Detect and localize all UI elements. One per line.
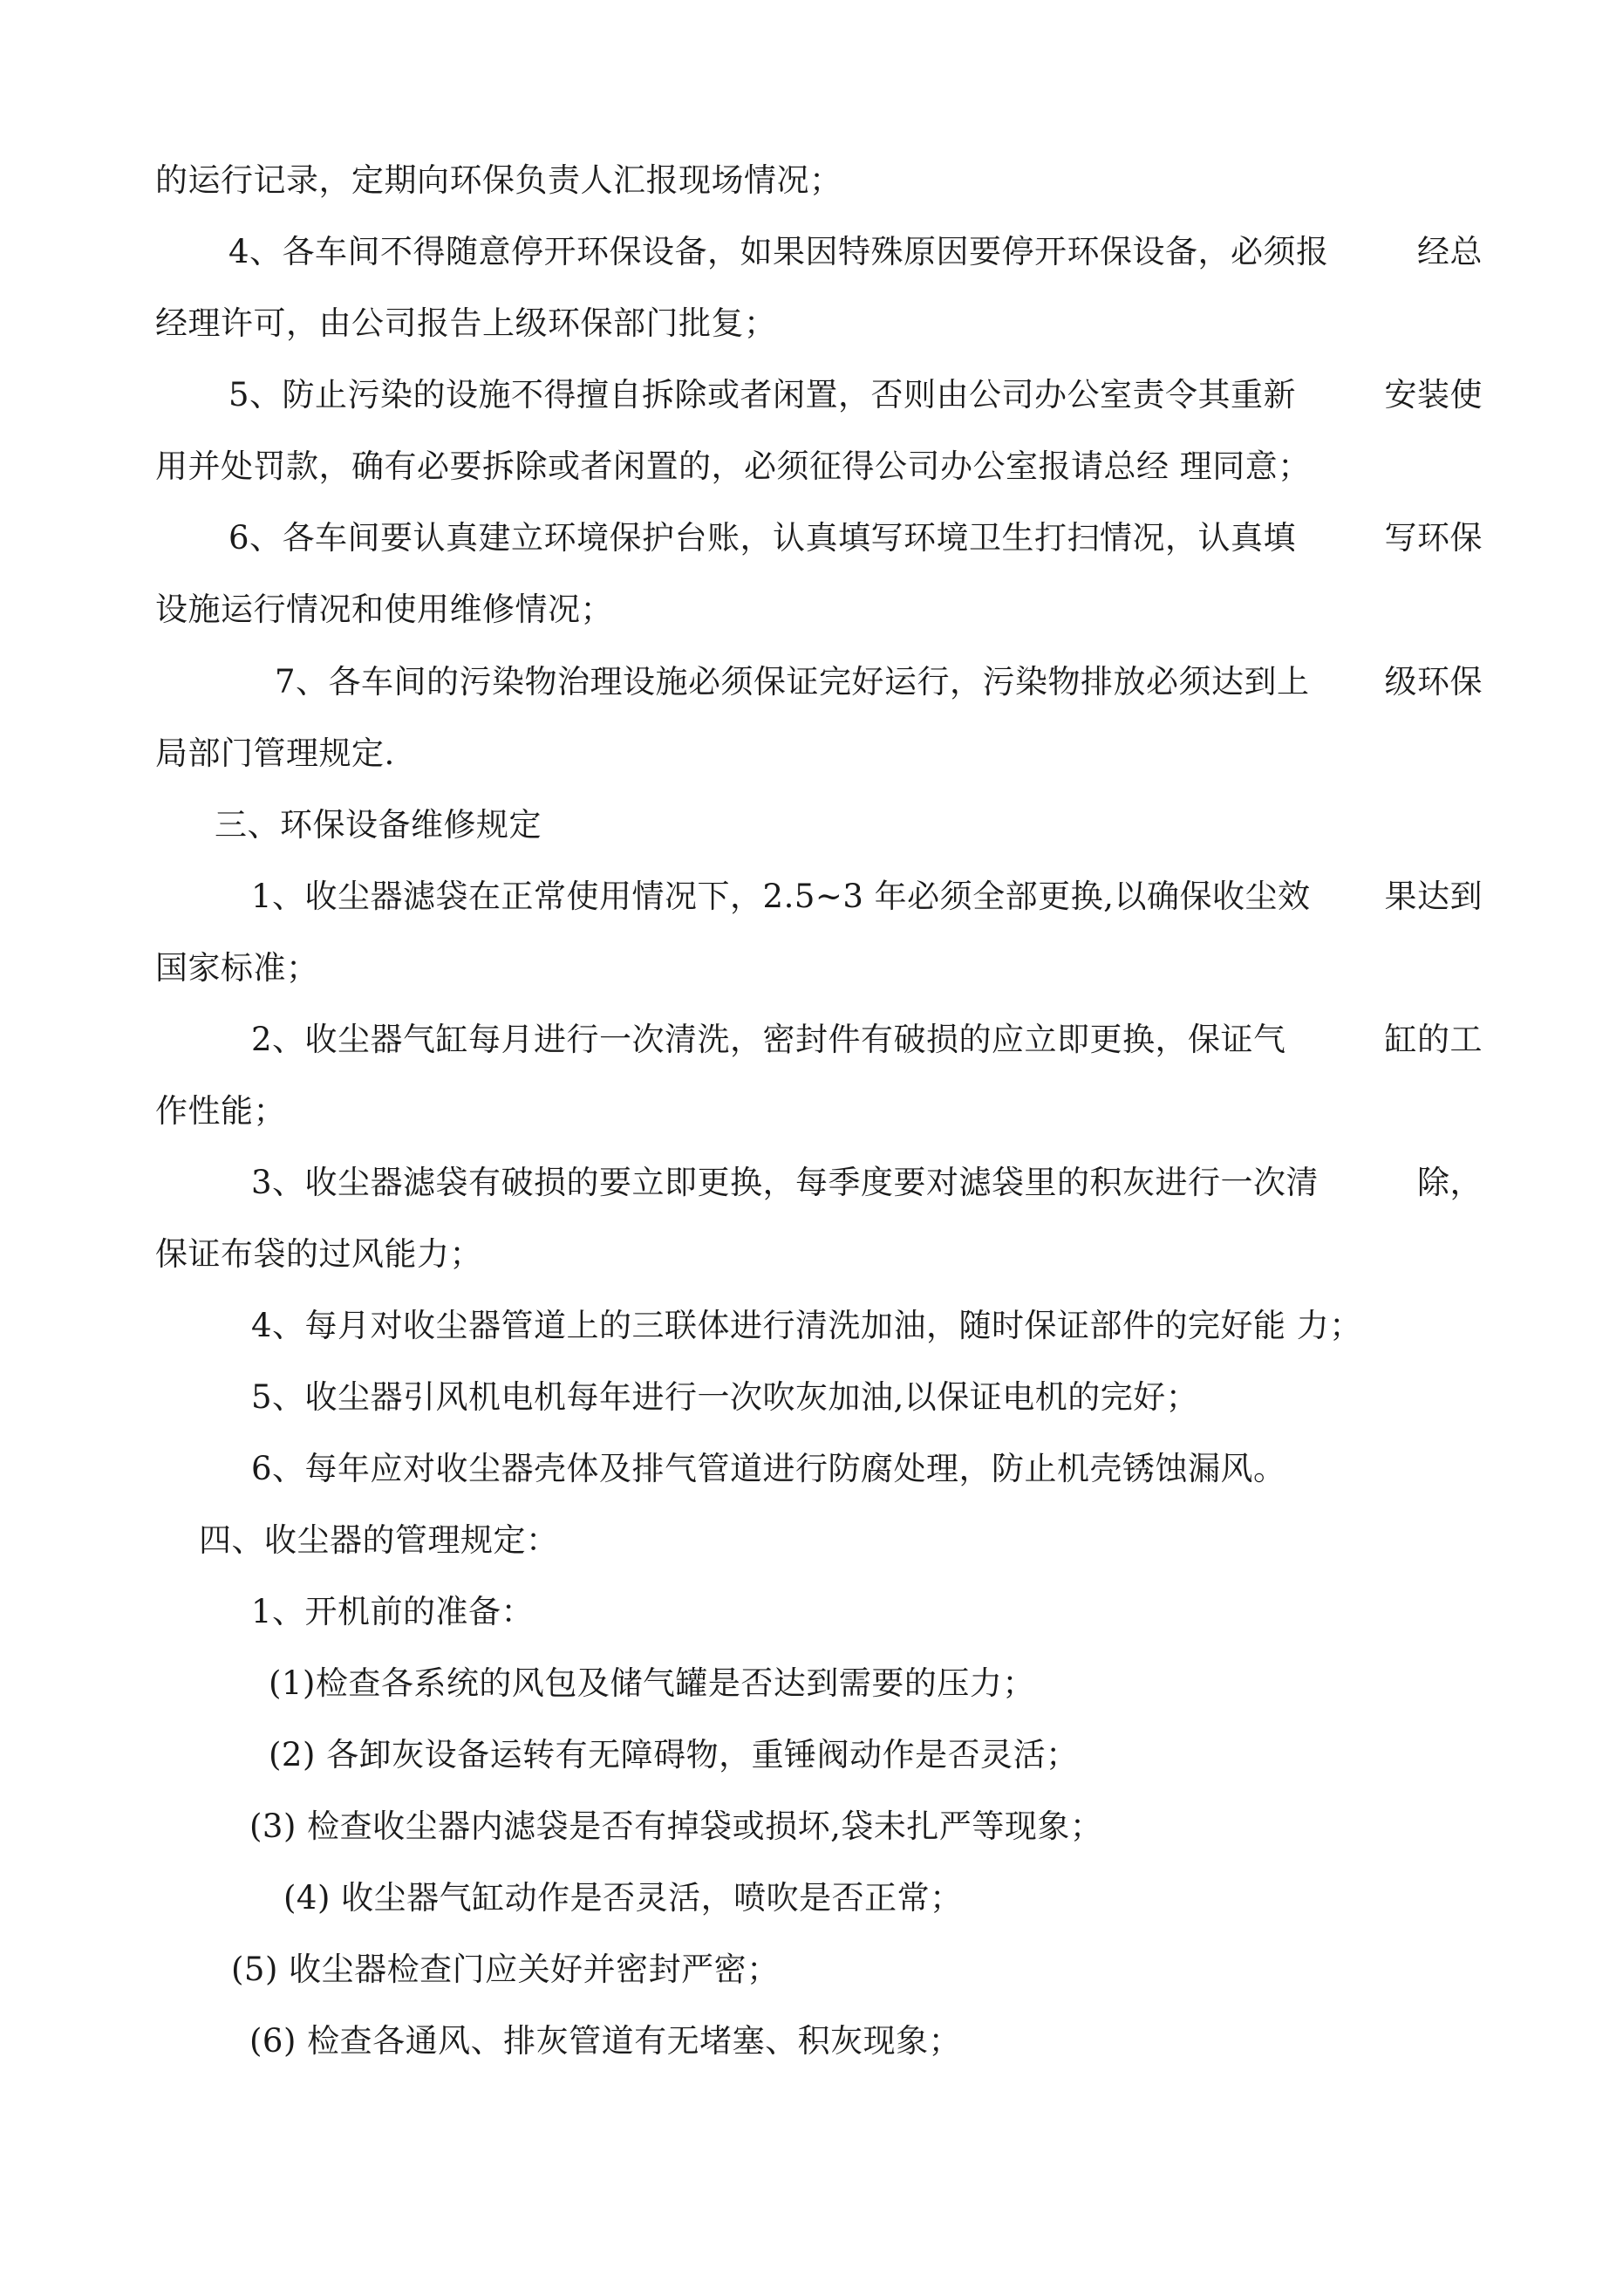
text-line-2 (228, 226, 1483, 278)
text-line-22: (1)检查各系统的风包及储气罐是否达到需要的压力； (269, 1664, 1035, 1702)
text-line-6 (228, 512, 1483, 564)
text-line-25: (4) 收尘器气缸动作是否灵活，喷吹是否正常； (283, 1879, 963, 1917)
text-line-26: (5) 收尘器检查门应关好并密封严密； (231, 1951, 780, 1988)
text-line-11-b: 果达到 (1384, 878, 1483, 915)
text-line-11-a: 1、收尘器滤袋在正常使用情况下，2.5~3 年必须全部更换,以确保收尘效 (251, 878, 1311, 915)
text-line-4-b: 安装使 (1384, 376, 1483, 413)
text-line-24: (3) 检查收尘器内滤袋是否有掉袋或损坏,袋未扎严等现象； (249, 1807, 1103, 1845)
text-line-6-b: 写环保 (1384, 519, 1483, 557)
text-line-21: 1、开机前的准备： (251, 1593, 535, 1630)
text-line-18: 5、收尘器引风机电机每年进行一次吹灰加油,以保证电机的完好； (251, 1378, 1199, 1416)
text-line-1: 的运行记录，定期向环保负责人汇报现场情况； (155, 161, 842, 199)
text-line-15-a: 3、收尘器滤袋有破损的要立即更换，每季度要对滤袋里的积灰进行一次清 (251, 1164, 1320, 1201)
text-line-13 (251, 1014, 1483, 1066)
text-line-2-a: 4、各车间不得随意停开环保设备，如果因特殊原因要停开环保设备，必须报 (228, 233, 1329, 270)
text-line-13-b: 缸的工 (1384, 1021, 1483, 1058)
text-line-23: (2) 各卸灰设备运转有无障碍物，重锤阀动作是否灵活； (269, 1736, 1079, 1773)
text-line-2-b: 经总 (1417, 233, 1483, 270)
text-line-11 (251, 871, 1483, 923)
text-line-9: 局部门管理规定. (155, 735, 395, 772)
text-line-8 (275, 656, 1483, 708)
text-line-27: (6) 检查各通风、排灰管道有无堵塞、积灰现象； (249, 2022, 962, 2060)
text-line-3: 经理许可，由公司报告上级环保部门批复； (155, 304, 777, 342)
text-line-5: 用并处罚款，确有必要拆除或者闲置的，必须征得公司办公室报请总经 理同意； (155, 448, 1311, 485)
text-line-8-a: 7、各车间的污染物治理设施必须保证完好运行，污染物排放必须达到上 (275, 663, 1310, 700)
text-line-17: 4、每月对收尘器管道上的三联体进行清洗加油，随时保证部件的完好能 力； (251, 1307, 1362, 1344)
text-line-8-b: 级环保 (1384, 663, 1483, 700)
text-line-7: 设施运行情况和使用维修情况； (155, 591, 613, 628)
text-line-6-a: 6、各车间要认真建立环境保护台账，认真填写环境卫生打扫情况，认真填 (228, 519, 1297, 557)
text-line-15-b: 除， (1417, 1164, 1483, 1201)
section-heading-3: 三、环保设备维修规定 (215, 806, 542, 844)
text-line-19: 6、每年应对收尘器壳体及排气管道进行防腐处理，防止机壳锈蚀漏风。 (251, 1450, 1286, 1487)
text-line-12: 国家标准； (155, 949, 319, 987)
text-line-4 (228, 369, 1483, 421)
text-line-15 (251, 1157, 1483, 1209)
text-line-16: 保证布袋的过风能力； (155, 1235, 482, 1273)
text-line-14: 作性能； (155, 1092, 286, 1130)
section-heading-4: 四、收尘器的管理规定： (199, 1521, 559, 1559)
text-line-4-a: 5、防止污染的设施不得擅自拆除或者闲置，否则由公司办公室责令其重新 (228, 376, 1297, 413)
text-line-13-a: 2、收尘器气缸每月进行一次清洗，密封件有破损的应立即更换，保证气 (251, 1021, 1286, 1058)
